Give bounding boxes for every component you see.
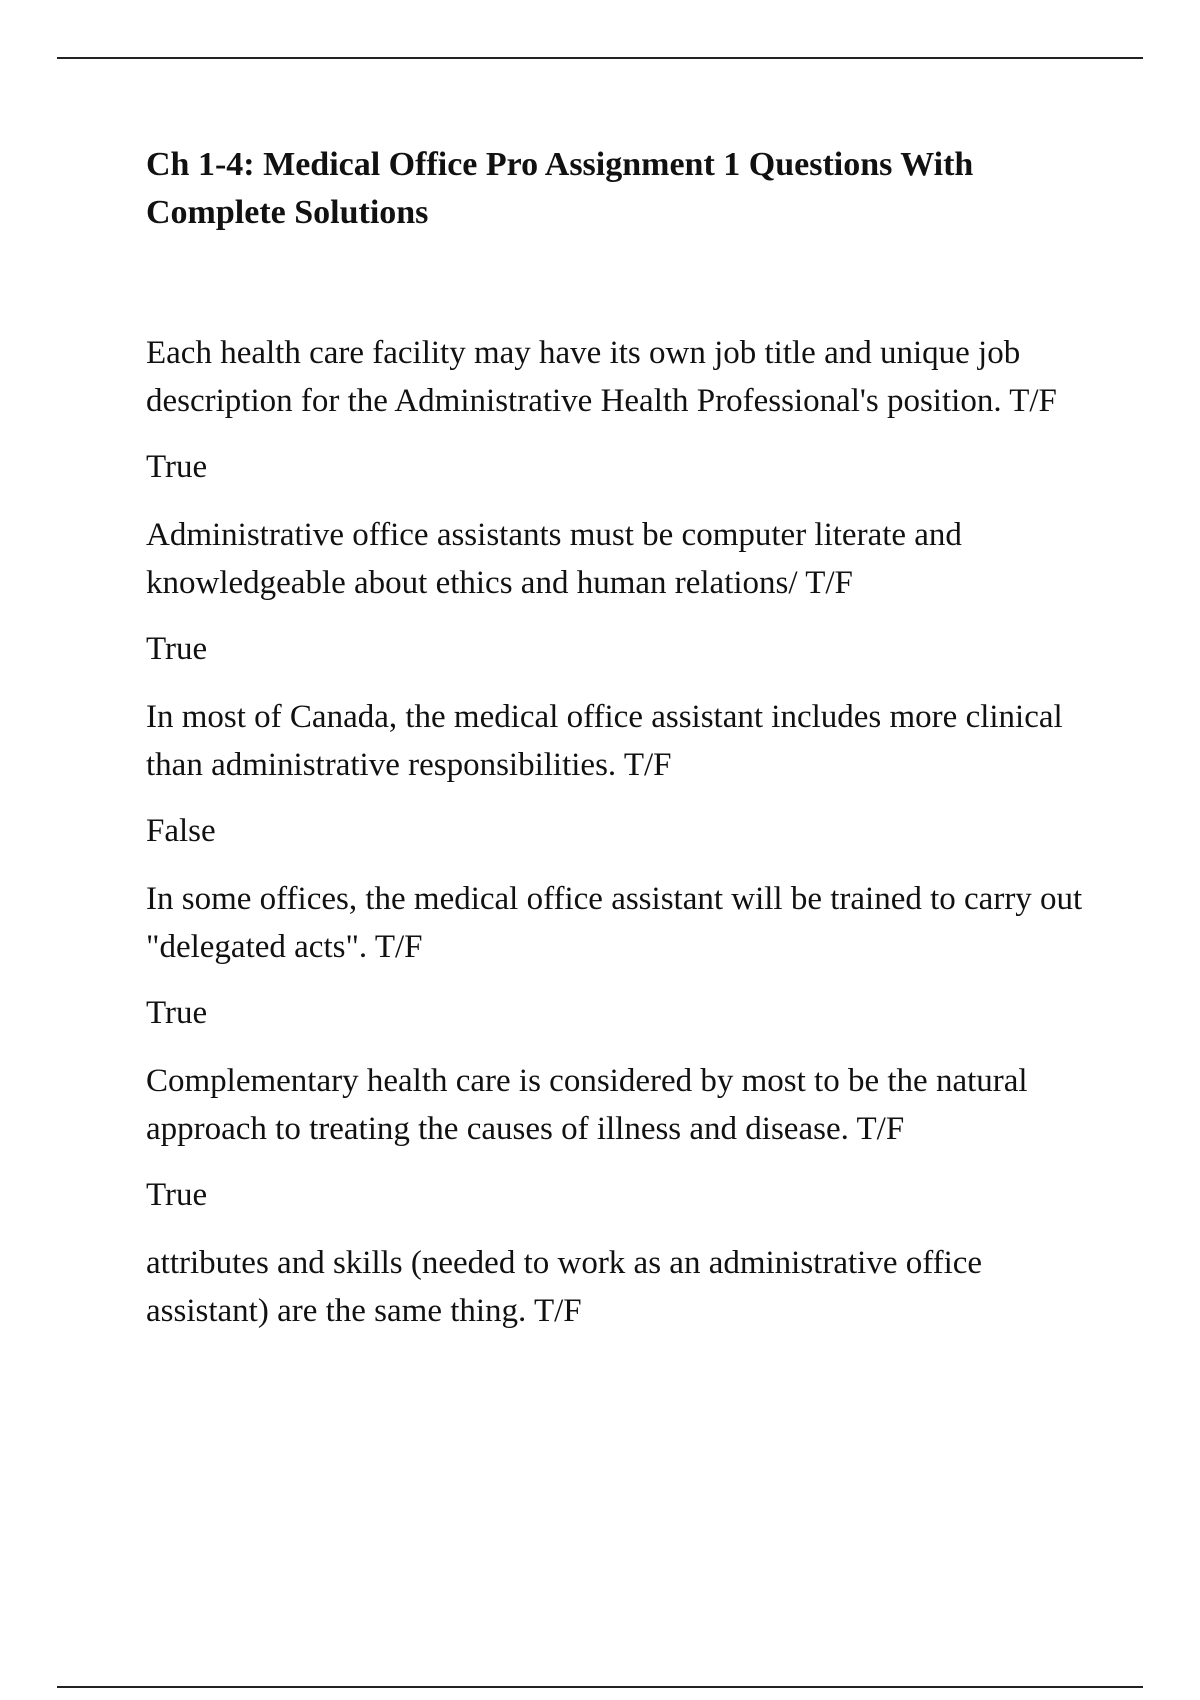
qa-item-4: [146, 875, 1091, 1037]
qa-item-6: [146, 1239, 1091, 1335]
document-title: Ch 1-4: Medical Office Pro Assignment 1 Questions With Complete Solutions: [146, 146, 974, 231]
question-text: attributes and skills (needed to work as an administrative office assistant) are the same thing. T/F: [146, 1245, 983, 1329]
answer-text: True: [146, 995, 208, 1031]
bottom-divider: [57, 1686, 1143, 1688]
qa-list: [146, 329, 1091, 1335]
question-text: In some offices, the medical office assistant will be trained to carry out "delegated acts". T/F: [146, 881, 1083, 965]
answer-text: True: [146, 1177, 208, 1213]
question-text: In most of Canada, the medical office assistant includes more clinical than administrative responsibilities. T/F: [146, 699, 1063, 783]
answer-text: True: [146, 631, 208, 667]
qa-item-1: [146, 329, 1091, 491]
top-divider: [57, 57, 1143, 59]
qa-item-3: [146, 693, 1091, 855]
question-text: Each health care facility may have its own job title and unique job description for the Administrative Health Professional's position. T/F: [146, 335, 1057, 419]
question-text: Administrative office assistants must be computer literate and knowledgeable about ethics and human relations/ T/F: [146, 517, 962, 601]
question-text: Complementary health care is considered by most to be the natural approach to treating the causes of illness and disease. T/F: [146, 1063, 1028, 1147]
answer-text: False: [146, 813, 216, 849]
answer-text: True: [146, 449, 208, 485]
qa-item-2: [146, 511, 1091, 673]
qa-item-5: [146, 1057, 1091, 1219]
